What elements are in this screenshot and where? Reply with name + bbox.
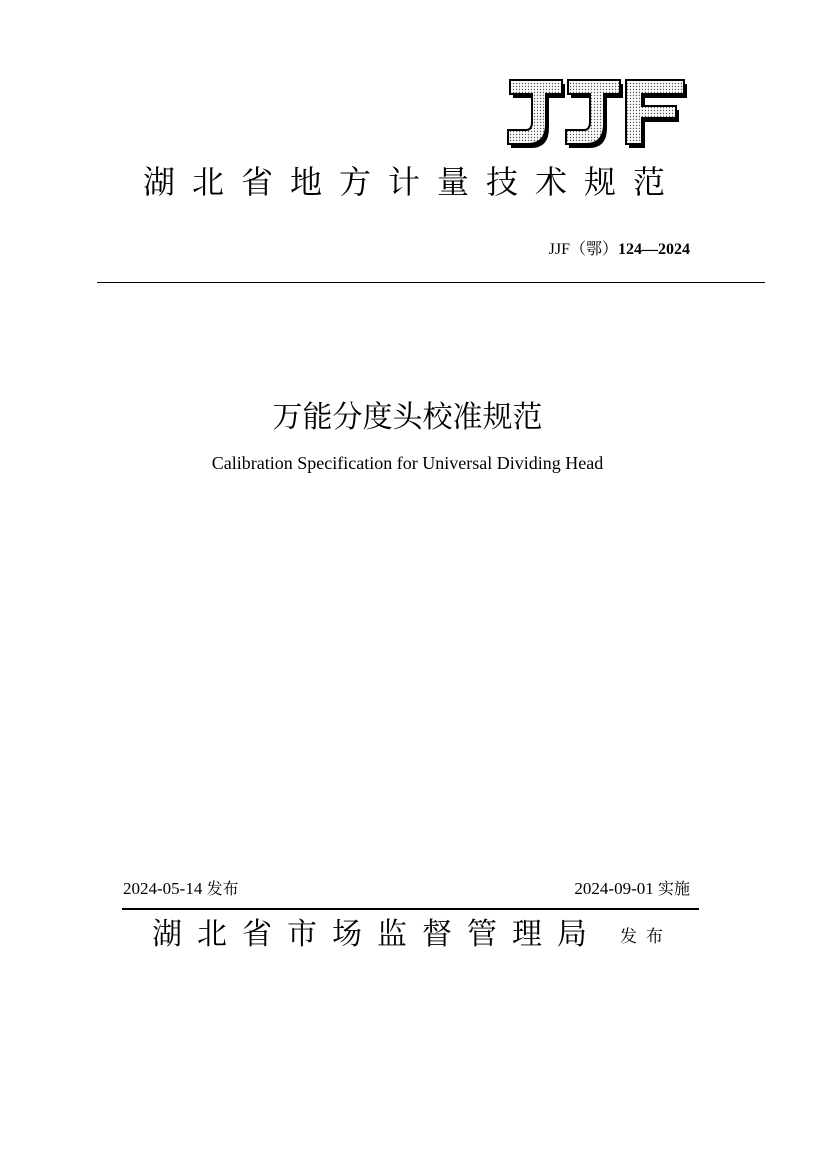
implement-date-line <box>574 876 690 902</box>
document-code <box>549 238 690 262</box>
document-title-en: Calibration Specification for Universal Dividing Head <box>211 453 604 473</box>
implement-date: 2024-09-01 <box>574 879 654 898</box>
issue-date-line <box>123 876 239 902</box>
issue-date: 2024-05-14 <box>123 879 203 898</box>
document-title-zh: 万能分度头校准规范 <box>272 400 543 435</box>
issuer-suffix: 发布 <box>620 927 672 947</box>
header-divider <box>97 282 765 283</box>
org-title: 湖北省地方计量技术规范 <box>142 163 682 201</box>
issue-label: 发布 <box>206 879 239 898</box>
document-code-prefix: JJF（鄂） <box>548 241 618 258</box>
jjf-logo-icon <box>500 76 690 150</box>
implement-label: 实施 <box>657 879 690 898</box>
footer-divider <box>122 908 699 910</box>
document-code-number: 124—2024 <box>618 241 690 258</box>
issuer-name: 湖北省市场监督管理局 <box>152 917 602 952</box>
